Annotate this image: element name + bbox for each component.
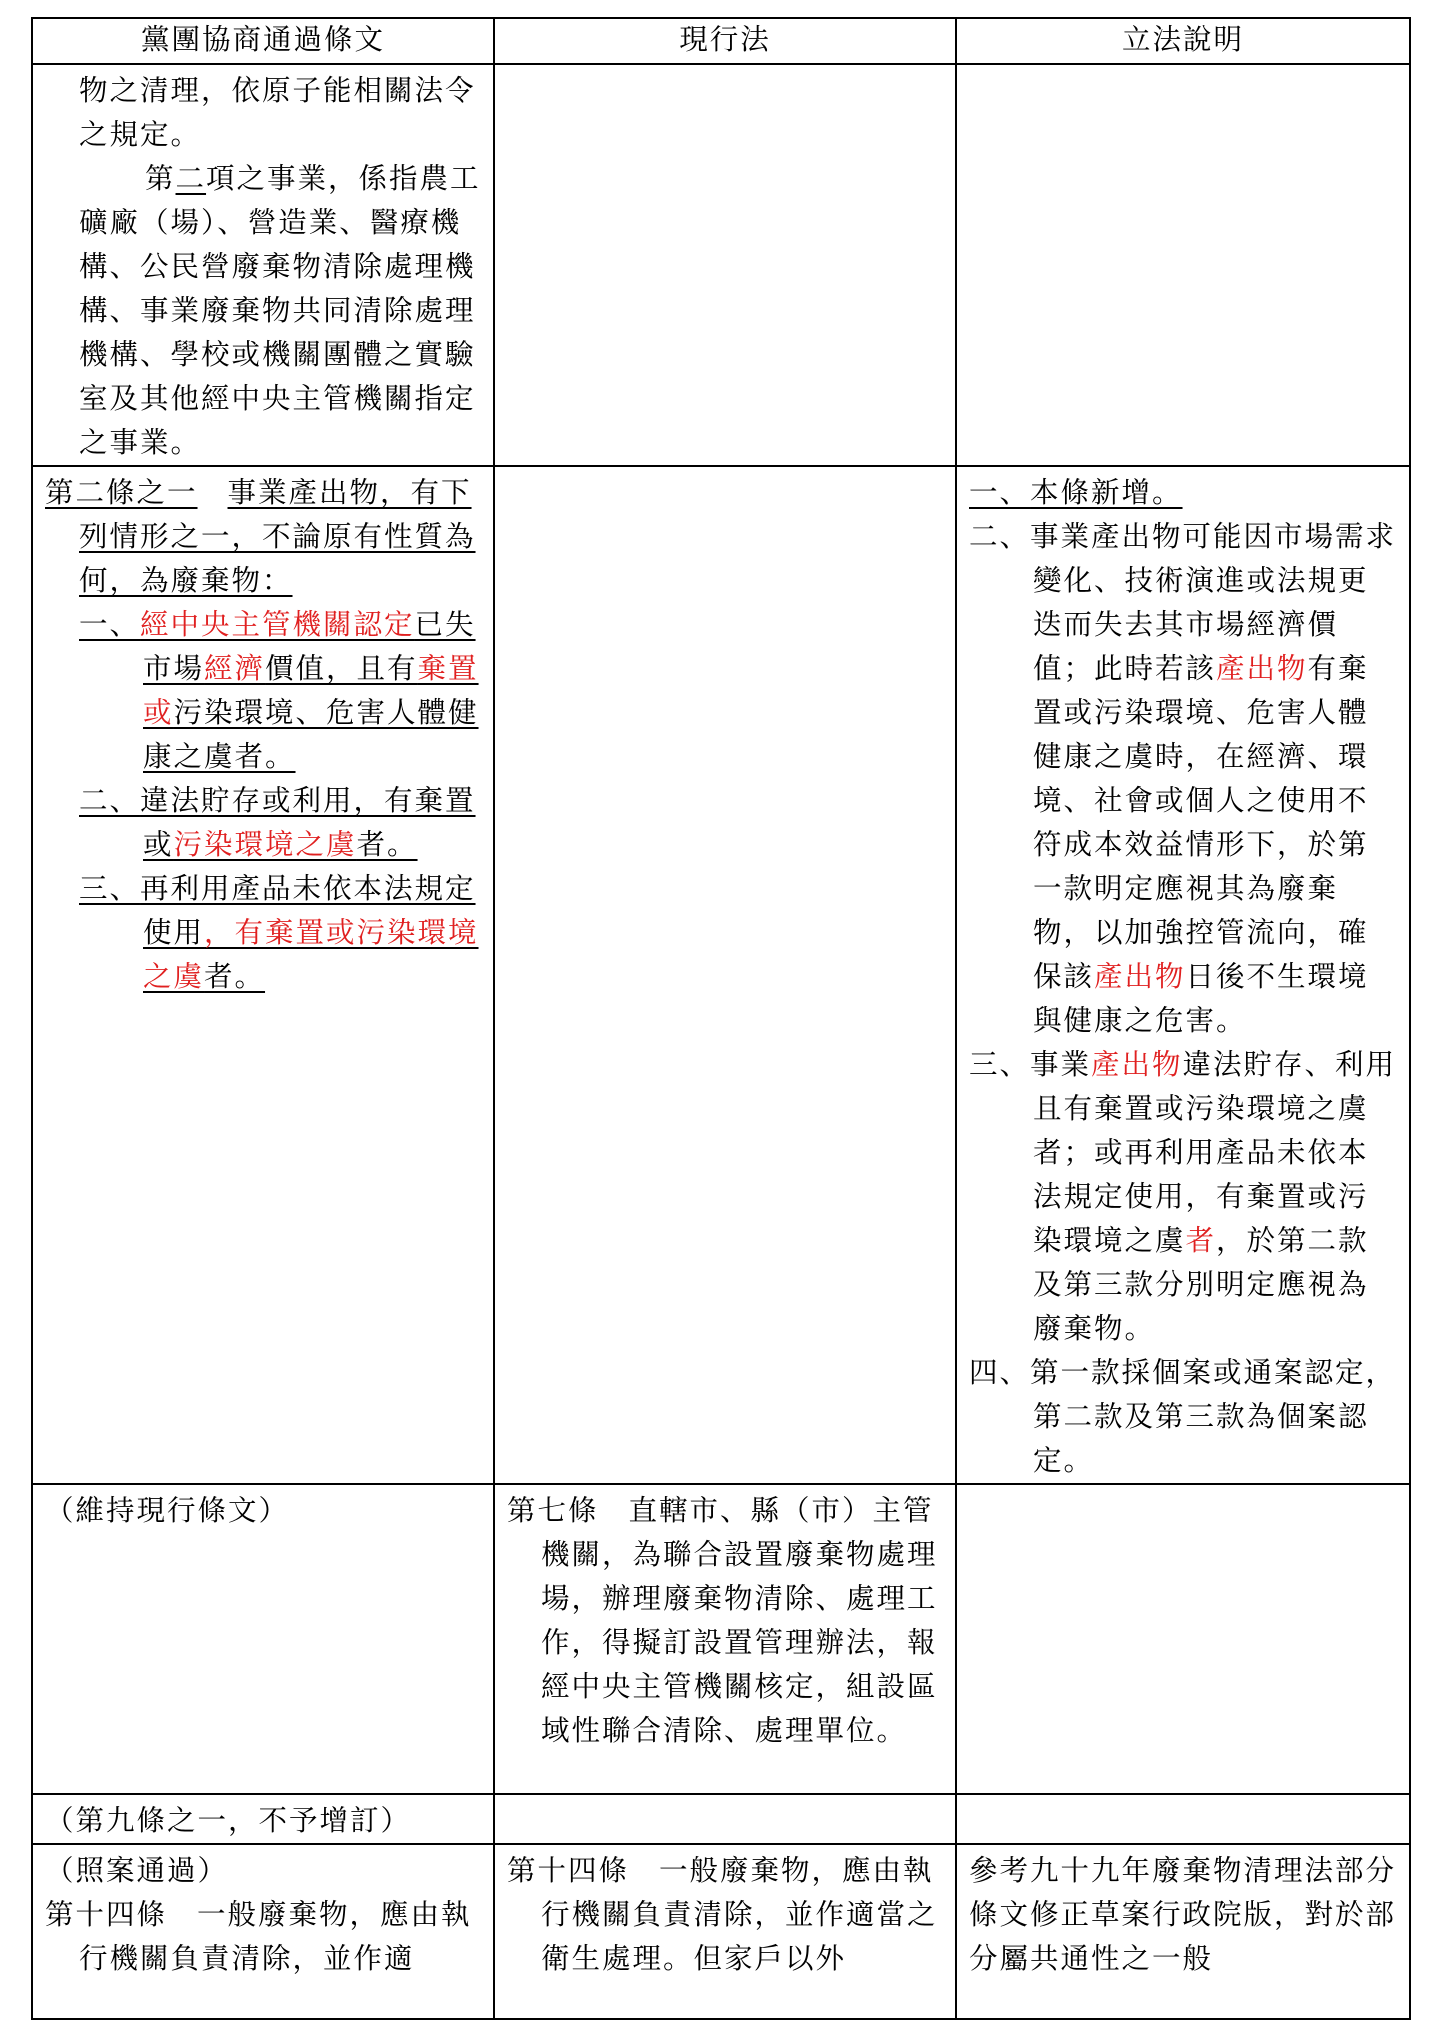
amended-cell: （照案通過） 第十四條 一般廢棄物，應由執行機關負責清除，並作適 — [32, 1844, 494, 2019]
list-item: 四、第一款採個案或通案認定，第二款及第三款為個案認定。 — [969, 1356, 1397, 1477]
explanation-cell — [956, 1484, 1410, 1794]
list-item: 二、違法貯存或利用，有棄置或污染環境之虞者。 — [79, 784, 476, 861]
current-law-cell — [494, 1844, 956, 2019]
explanation-cell: 參考九十九年廢棄物清理法部分條文修正草案行政院版，對於部分屬共通性之一般 — [956, 1844, 1410, 2019]
header-amended-text: 黨團協商通過條文 — [32, 18, 494, 64]
explanation-cell — [956, 1794, 1410, 1844]
current-law-cell — [494, 64, 956, 466]
table-row — [32, 1844, 1410, 2019]
amended-cell: （第九條之一，不予增訂） — [32, 1794, 494, 1844]
table-header-row — [32, 18, 1410, 64]
article-14: 第十四條 一般廢棄物，應由執行機關負責清除，並作適當之衛生處理。但家戶以外 — [507, 1854, 938, 1975]
list-item: 一、本條新增。 — [969, 476, 1183, 509]
header-explanation: 立法說明 — [956, 18, 1410, 64]
explanation-cell — [956, 466, 1410, 1484]
table-row — [32, 1484, 1410, 1794]
explanation-cell — [956, 64, 1410, 466]
paragraph: 第二項之事業，係指農工礦廠（場）、營造業、醫療機構、公民營廢棄物清除處理機構、事業廢棄物共同清除處理機構、學校或機關團體之實驗室及其他經中央主管機關指定之事業。 — [79, 162, 481, 459]
list-item: 一、經中央主管機關認定已失市場經濟價值，且有棄置或污染環境、危害人體健康之虞者。 — [79, 608, 479, 773]
current-law-cell — [494, 1794, 956, 1844]
current-law-cell — [494, 466, 956, 1484]
legislation-comparison-table — [31, 17, 1411, 2020]
list-item: 二、事業產出物可能因市場需求變化、技術演進或法規更迭而失去其市場經濟價值；此時若該產出物有棄置或污染環境、危害人體健康之虞時，在經濟、環境、社會或個人之使用不符成本效益情形下，於第一款明定應視其為廢棄物，以加強控管流向，確保該產出物日後不生環境與健康之危害。 — [969, 520, 1397, 1037]
amended-cell — [32, 466, 494, 1484]
article-14: 第十四條 一般廢棄物，應由執行機關負責清除，並作適 — [45, 1898, 472, 1975]
table-row — [32, 1794, 1410, 1844]
list-item: 三、事業產出物違法貯存、利用且有棄置或污染環境之虞者；或再利用產品未依本法規定使用，有棄置或污染環境之虞者，於第二款及第三款分別明定應視為廢棄物。 — [969, 1048, 1397, 1345]
amended-cell: （維持現行條文） — [32, 1484, 494, 1794]
table-row — [32, 466, 1410, 1484]
article-2-1: 第二條之一 事業產出物，有下列情形之一，不論原有性質為何，為廢棄物： — [45, 476, 476, 597]
table-row — [32, 64, 1410, 466]
article-7: 第七條 直轄市、縣（市）主管機關，為聯合設置廢棄物處理場，辦理廢棄物清除、處理工作，得擬訂設置管理辦法，報經中央主管機關核定，組設區域性聯合清除、處理單位。 — [507, 1494, 938, 1747]
header-current-law: 現行法 — [494, 18, 956, 64]
list-item: 三、再利用產品未依本法規定使用，有棄置或污染環境之虞者。 — [79, 872, 479, 993]
paragraph: 物之清理，依原子能相關法令之規定。 — [79, 74, 476, 151]
amended-cell — [32, 64, 494, 466]
current-law-cell — [494, 1484, 956, 1794]
